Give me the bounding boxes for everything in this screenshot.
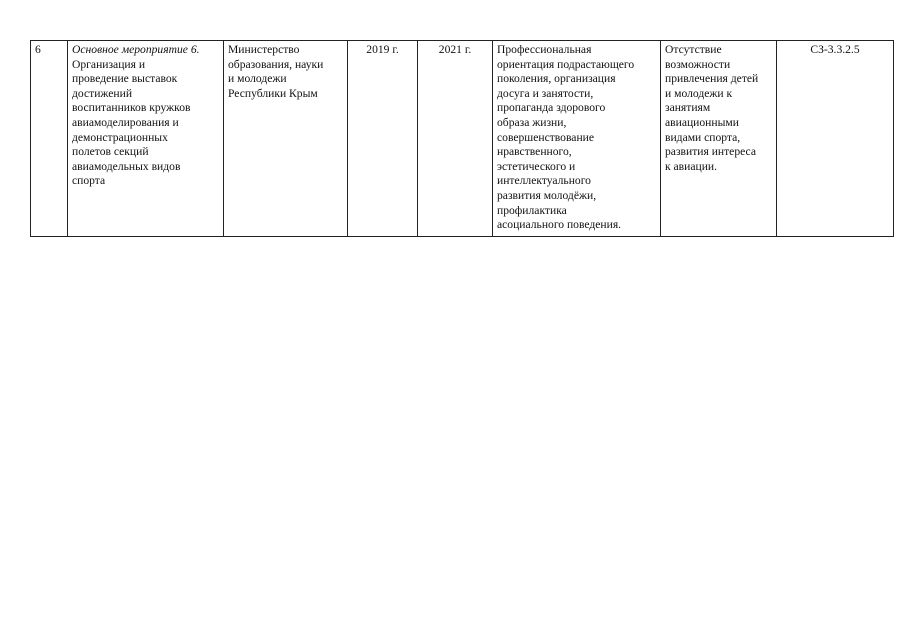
result-text-line: поколения, организация — [497, 72, 616, 86]
result-text-line: интеллектуального — [497, 174, 591, 188]
event-text-line: Организация и — [72, 57, 146, 71]
consequence-text-line: развития интереса — [665, 145, 756, 159]
result-text-line: ориентация подрастающего — [497, 57, 635, 71]
event-text-line: авиамоделирования и — [72, 115, 179, 129]
start-year: 2019 г. — [366, 43, 399, 56]
indicator-code-cell — [777, 41, 894, 237]
result-text-line: асоциального поведения. — [497, 218, 622, 232]
event-title: Основное мероприятие 6. — [72, 43, 200, 56]
result-text-line: досуга и занятости, — [497, 86, 594, 100]
executor-cell — [224, 41, 348, 237]
consequence-cell — [661, 41, 777, 237]
consequence-text-line: и молодежи к — [665, 86, 733, 100]
consequence-text-line: авиационными — [665, 115, 739, 129]
executor-text-line: Министерство — [228, 43, 300, 56]
result-text-line: пропаганда здорового — [497, 101, 606, 115]
consequence-text-line: к авиации. — [665, 159, 718, 173]
end-year: 2021 г. — [438, 43, 472, 56]
event-text-line: полетов секций — [72, 145, 149, 159]
event-text-line: демонстрационных — [72, 130, 168, 144]
event-text-line: достижений — [72, 86, 133, 100]
end-year-cell — [418, 41, 493, 237]
event-text-line: воспитанников кружков — [72, 101, 191, 115]
executor-text-line: Республики Крым — [228, 86, 318, 100]
event-text-line: проведение выставок — [72, 72, 178, 86]
result-text-line: совершенствование — [497, 130, 594, 144]
result-text-line: эстетического и — [497, 159, 576, 173]
program-events-table — [30, 40, 894, 237]
row-number: 6 — [35, 43, 41, 56]
result-text-line: нравственного, — [497, 145, 572, 159]
consequence-text-line: Отсутствие — [665, 43, 722, 56]
event-text-line: спорта — [72, 174, 106, 188]
executor-text-line: и молодежи — [228, 72, 287, 86]
consequence-text-line: возможности — [665, 57, 731, 71]
result-text-line: образа жизни, — [497, 115, 567, 129]
expected-result-cell — [493, 41, 661, 237]
event-cell — [68, 41, 224, 237]
executor-text-line: образования, науки — [228, 57, 324, 71]
result-text-line: развития молодёжи, — [497, 188, 597, 202]
indicator-code: СЗ-3.3.2.5 — [810, 43, 860, 56]
consequence-text-line: занятиям — [665, 101, 711, 115]
result-text-line: профилактика — [497, 203, 567, 217]
row-number-cell — [31, 41, 68, 237]
event-text-line: авиамодельных видов — [72, 159, 181, 173]
consequence-text-line: привлечения детей — [665, 72, 759, 86]
table-row — [31, 41, 894, 237]
result-text-line: Профессиональная — [497, 43, 592, 56]
consequence-text-line: видами спорта, — [665, 130, 741, 144]
start-year-cell — [348, 41, 418, 237]
